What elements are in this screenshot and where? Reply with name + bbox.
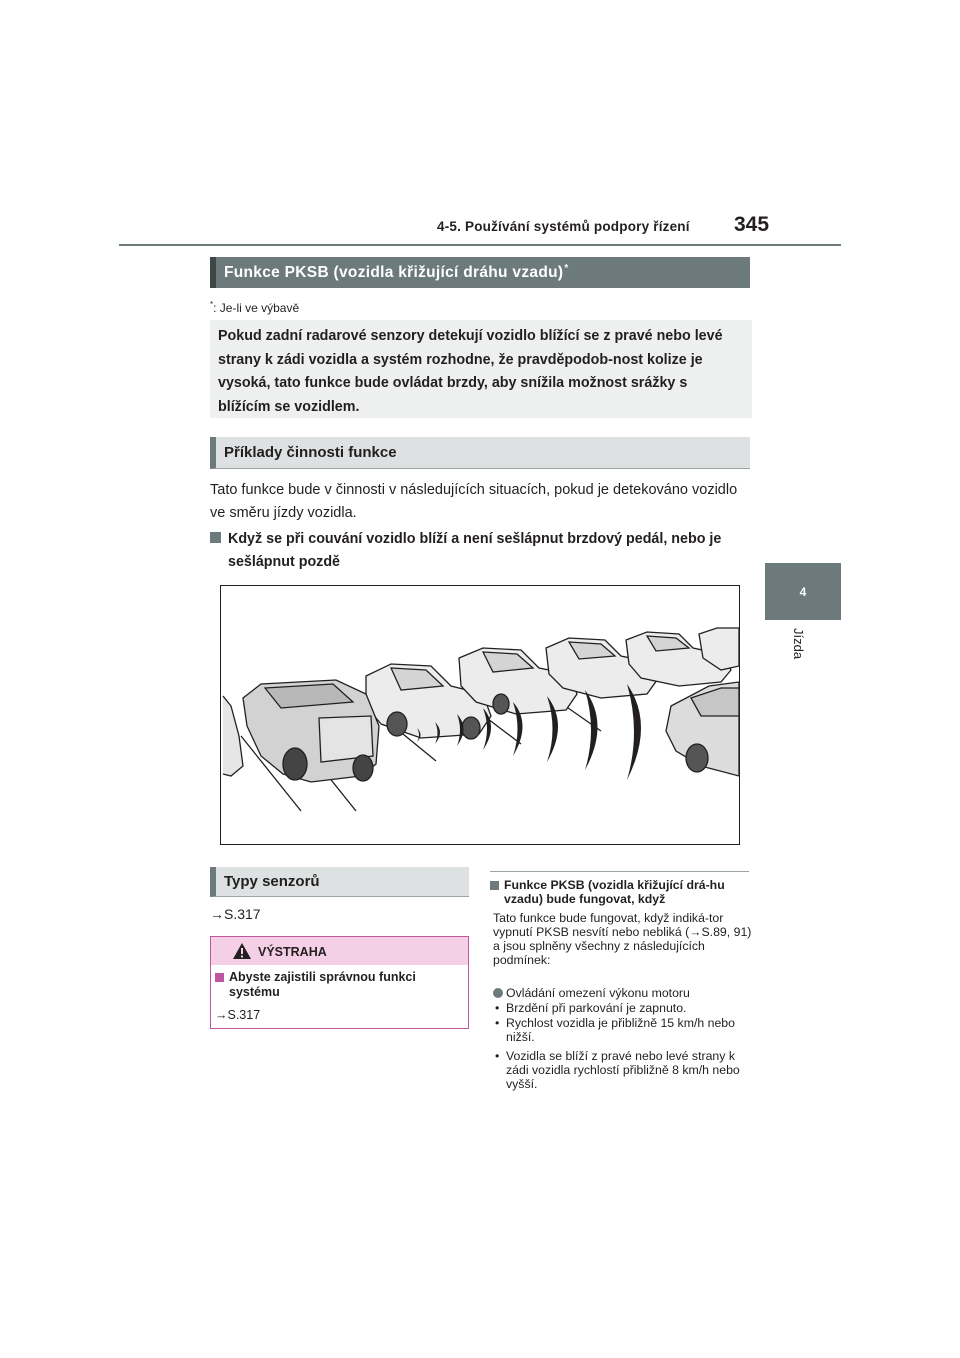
summary-box: Pokud zadní radarové senzory detekují vozidlo blížící se z pravé nebo levé strany k zádi vozidla a systém rozhodne, že pravděpodob-nost kolize je vysoká, tato funkce bude ovládat brzdy, aby snížila možnost srážky s blížícím se vozidlem. xyxy=(210,320,752,418)
right-column-rule xyxy=(490,871,749,872)
list-item-text: Vozidla se blíží z pravé nebo levé strany k zádi vozidla rychlostí přibližně 8 km/h nebo vyšší. xyxy=(506,1049,740,1091)
bullet-icon: • xyxy=(495,1016,500,1030)
section-heading-text: Funkce PKSB (vozidla křižující dráhu vzadu) xyxy=(224,263,564,281)
bullet-icon: • xyxy=(495,1001,500,1015)
square-bullet-icon xyxy=(490,881,499,890)
square-bullet-icon xyxy=(215,973,224,982)
examples-paragraph: Tato funkce bude v činnosti v následujících situacích, pokud je detekováno vozidlo ve směru jízdy vozidla. xyxy=(210,482,738,521)
circle-item xyxy=(493,986,753,1000)
examples-subheading-text: Když se při couvání vozidlo blíží a není sešlápnut brzdový pedál, nebo je sešlápnut pozdě xyxy=(228,531,722,570)
section-heading-pksb xyxy=(210,257,750,288)
own-suv xyxy=(243,680,379,782)
circle-bullet-icon xyxy=(493,988,503,998)
approaching-car xyxy=(666,682,739,776)
chapter-number: 4 xyxy=(799,584,807,599)
section-heading-examples xyxy=(210,437,750,469)
section-heading-sensor-types xyxy=(210,867,469,897)
warning-triangle-icon xyxy=(233,943,251,959)
warning-box xyxy=(210,936,469,1029)
bullet-icon: • xyxy=(495,1049,500,1063)
right-column-heading-text: Funkce PKSB (vozidla křižující drá-hu vzadu) bude fungovat, když xyxy=(504,878,725,906)
running-header-section: 4-5. Používání systémů podpory řízení xyxy=(437,219,690,234)
footnote xyxy=(210,300,299,315)
examples-subheading xyxy=(210,528,750,574)
car-partial-left xyxy=(223,696,243,776)
square-bullet-icon xyxy=(210,532,221,543)
footnote-text: : Je-li ve výbavě xyxy=(213,301,300,315)
right-column-paragraph: Tato funkce bude fungovat, když indiká-tor vypnutí PKSB nesvítí nebo nebliká (→S.89, 91) a jsou splněny všechny z následujících podmínek: xyxy=(493,911,752,967)
warning-subheading-text: Abyste zajistili správnou funkci systému xyxy=(229,970,416,999)
sensor-types-reference: →S.317 xyxy=(210,906,261,922)
section-heading-text: Příklady činnosti funkce xyxy=(224,444,397,461)
circle-item-text: Ovládání omezení výkonu motoru xyxy=(506,986,690,1000)
list-item-text: Rychlost vozidla je přibližně 15 km/h nebo nižší. xyxy=(506,1016,735,1044)
list-item-text: Brzdění při parkování je zapnuto. xyxy=(506,1001,687,1015)
chapter-tab xyxy=(765,563,841,620)
section-heading-mark: * xyxy=(564,263,569,274)
right-column-heading xyxy=(490,878,750,906)
warning-title: VÝSTRAHA xyxy=(258,945,327,959)
list-item xyxy=(493,1016,753,1044)
page-number: 345 xyxy=(734,213,770,236)
parking-scene-image xyxy=(221,586,739,844)
warning-reference: →S.317 xyxy=(215,1008,261,1022)
footnote-mark: * xyxy=(210,300,214,309)
warning-subheading xyxy=(215,970,460,1000)
header-rule xyxy=(119,244,841,246)
list-item xyxy=(493,1001,753,1015)
warning-header xyxy=(211,937,468,965)
list-item xyxy=(493,1049,753,1091)
parking-illustration xyxy=(220,585,740,845)
section-heading-text: Typy senzorů xyxy=(224,873,320,890)
chapter-label: Jízda xyxy=(791,628,806,660)
